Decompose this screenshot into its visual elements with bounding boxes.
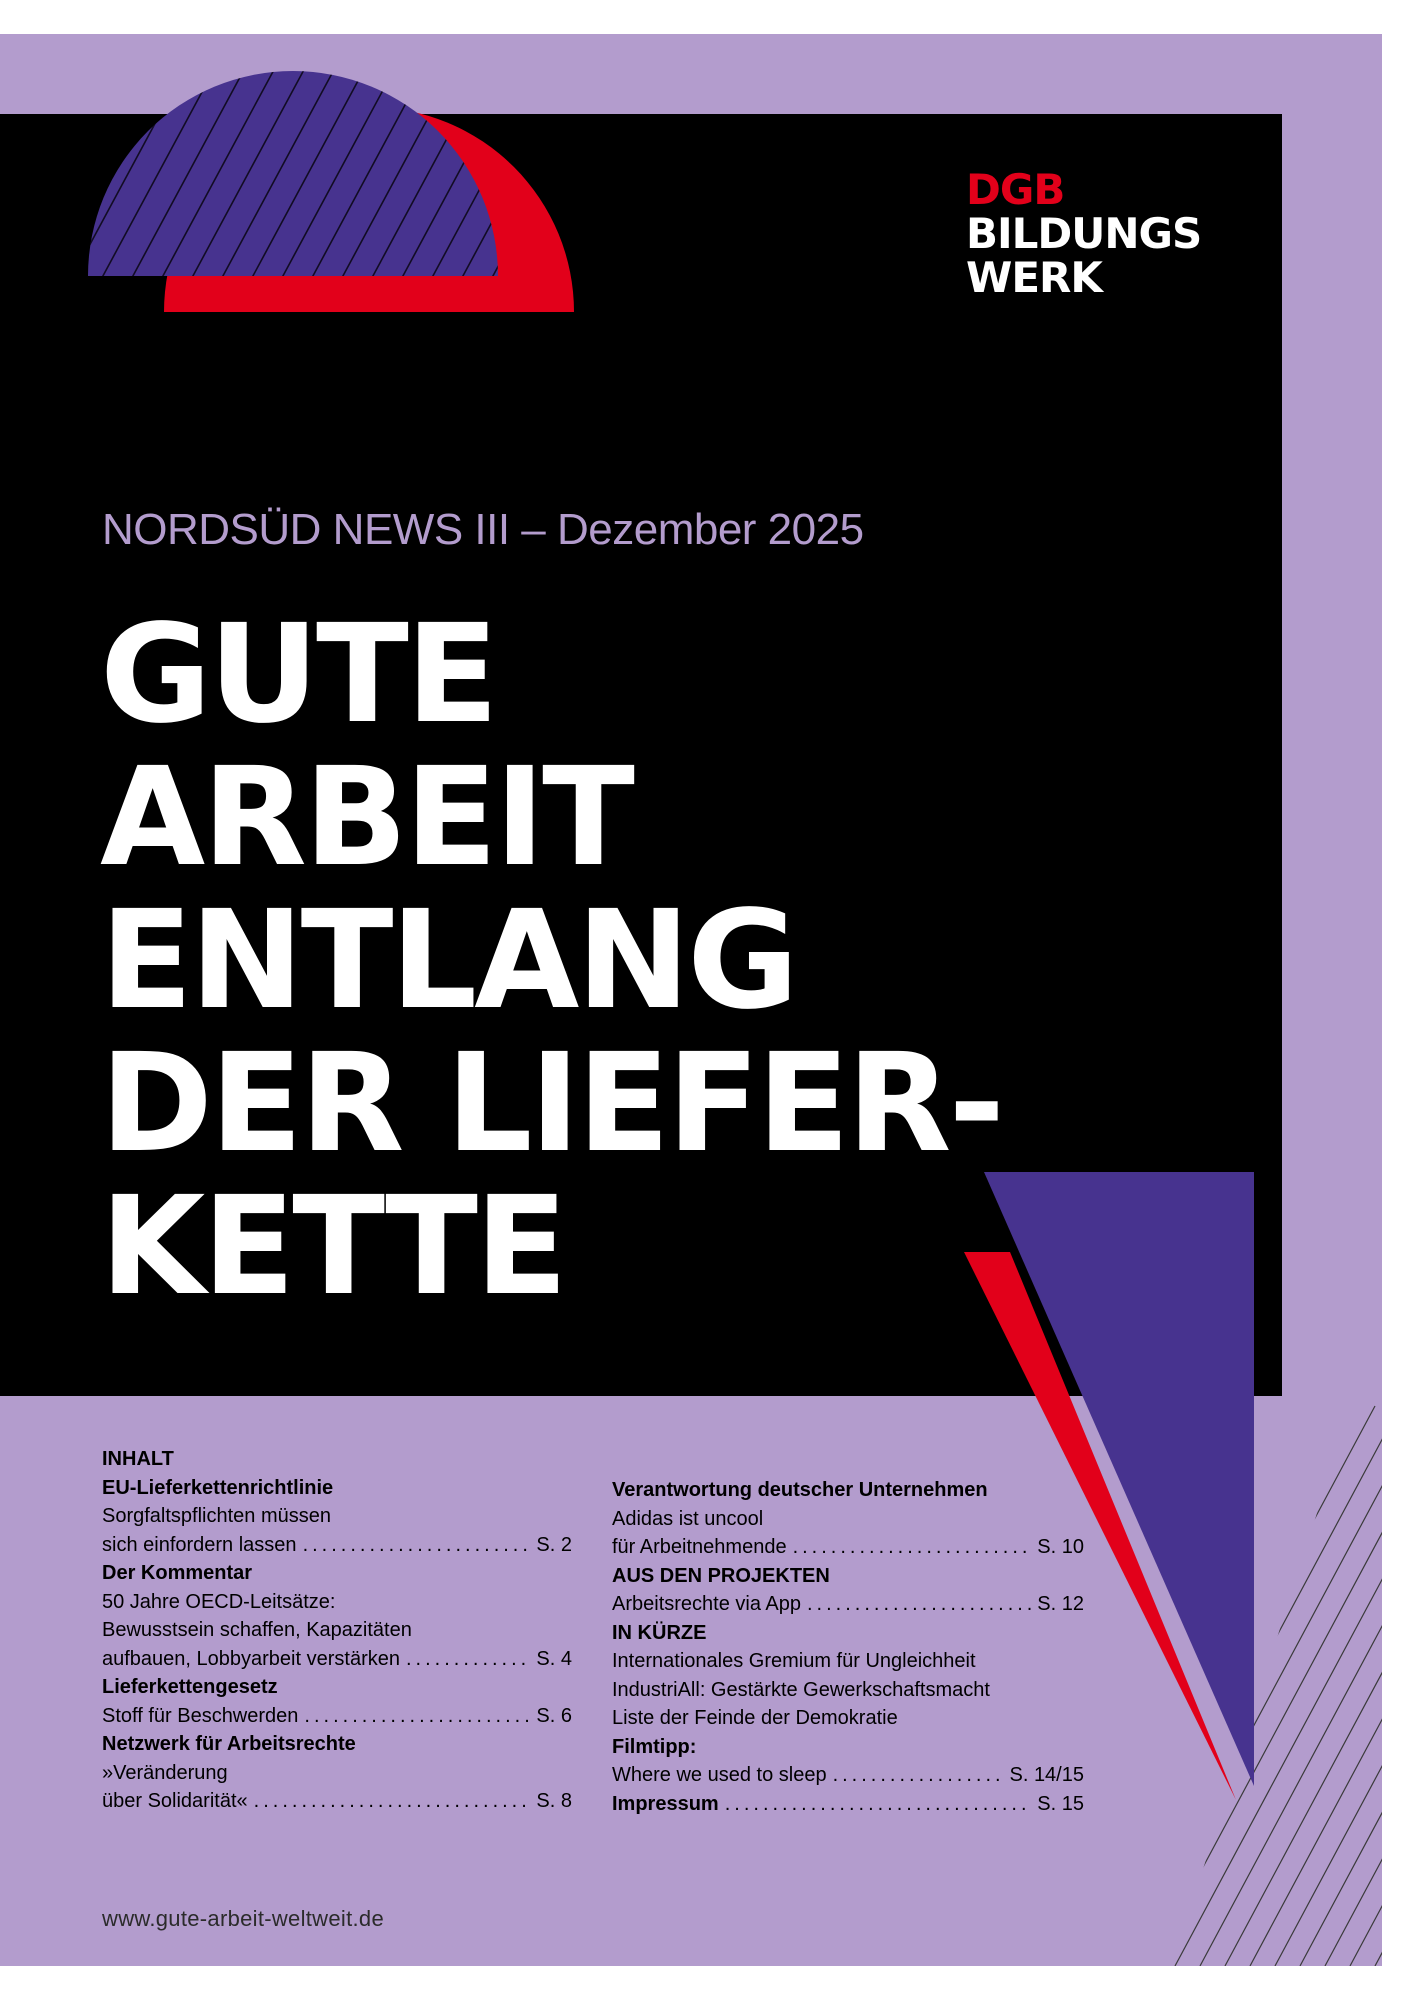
toc-page-number: S. 14/15 — [1009, 1764, 1084, 1786]
toc-page-number: S. 6 — [536, 1704, 572, 1727]
toc-entry-label: für Arbeitnehmende — [612, 1536, 787, 1558]
toc-leader-dots — [725, 1790, 1032, 1819]
toc-heading: INHALT — [102, 1448, 174, 1470]
toc-entry-line: Sorgfaltspflichten müssen — [102, 1505, 332, 1527]
toc-entry-label: sich einfordern lassen — [102, 1533, 297, 1556]
toc-leader-dots — [303, 1531, 531, 1560]
toc-section-title: Filmtipp: — [612, 1735, 697, 1758]
headline-line: ENTLANG — [100, 882, 796, 1040]
toc-entry[interactable] — [102, 1531, 572, 1560]
toc-section-title: IN KÜRZE — [612, 1621, 707, 1644]
issue-kicker: NORDSÜD NEWS III – Dezember 2025 — [102, 505, 864, 554]
toc-section-title: EU-Lieferkettenrichtlinie — [102, 1476, 334, 1499]
toc-entry-line: IndustriAll: Gestärkte Gewerkschaftsmacht — [612, 1678, 990, 1701]
toc-entry-line: Adidas ist uncool — [612, 1507, 764, 1530]
toc-entry-label: Arbeitsrechte via App — [612, 1593, 801, 1615]
toc-entry-label: Stoff für Beschwerden — [102, 1704, 299, 1727]
toc-leader-dots — [793, 1533, 1032, 1562]
website-link[interactable]: www.gute-arbeit-weltweit.de — [102, 1906, 384, 1931]
toc-section-title: Verantwortung deutscher Unternehmen — [612, 1479, 988, 1501]
toc-entry-line: Liste der Feinde der Demokratie — [612, 1707, 898, 1729]
toc-entry[interactable] — [612, 1533, 1084, 1562]
toc-leader-dots — [833, 1761, 1004, 1790]
toc-entry[interactable] — [102, 1702, 572, 1731]
toc-entry[interactable] — [612, 1590, 1084, 1619]
headline-line: GUTE — [100, 596, 496, 754]
toc-page-number: S. 4 — [536, 1647, 572, 1670]
toc-page-number: S. 10 — [1037, 1536, 1084, 1558]
headline-line: DER LIEFER- — [100, 1025, 1002, 1183]
toc-entry-label: Impressum — [612, 1792, 719, 1815]
dgb-bildungswerk-logo — [966, 165, 1226, 302]
logo-line-bildungs: BILDUNGS — [966, 209, 1202, 258]
toc-entry-line: 50 Jahre OECD-Leitsätze: — [102, 1590, 336, 1613]
toc-leader-dots — [406, 1645, 530, 1674]
headline-line: ARBEIT — [100, 739, 632, 897]
toc-page-number: S. 12 — [1037, 1593, 1084, 1615]
logo-line-werk: WERK — [966, 253, 1102, 302]
logo-line-dgb: DGB — [966, 165, 1065, 214]
toc-entry-line: »Veränderung — [102, 1761, 228, 1784]
toc-entry[interactable] — [102, 1645, 572, 1674]
toc-entry-label: Where we used to sleep — [612, 1764, 827, 1786]
toc-entry[interactable] — [102, 1787, 572, 1816]
table-of-contents-left — [102, 1445, 572, 1816]
toc-page-number: S. 2 — [536, 1533, 572, 1556]
toc-section-title: Netzwerk für Arbeitsrechte — [102, 1733, 356, 1755]
toc-entry-line: Bewusstsein schaffen, Kapazitäten — [102, 1619, 412, 1641]
toc-leader-dots — [807, 1590, 1031, 1619]
toc-leader-dots — [254, 1787, 531, 1816]
cover-headline — [100, 596, 1100, 1326]
toc-section-title: Lieferkettengesetz — [102, 1676, 278, 1698]
toc-entry-label: über Solidarität« — [102, 1790, 248, 1812]
toc-leader-dots — [304, 1702, 530, 1731]
toc-page-number: S. 8 — [536, 1790, 572, 1812]
table-of-contents-right — [612, 1476, 1084, 1818]
toc-entry[interactable] — [612, 1790, 1084, 1819]
toc-page-number: S. 15 — [1037, 1792, 1084, 1815]
toc-section-title: Der Kommentar — [102, 1562, 253, 1584]
toc-section-title: AUS DEN PROJEKTEN — [612, 1564, 830, 1587]
headline-line: KETTE — [100, 1168, 565, 1326]
toc-entry-line: Internationales Gremium für Ungleichheit — [612, 1650, 976, 1672]
toc-entry-label: aufbauen, Lobbyarbeit verstärken — [102, 1647, 400, 1670]
toc-entry[interactable] — [612, 1761, 1084, 1790]
